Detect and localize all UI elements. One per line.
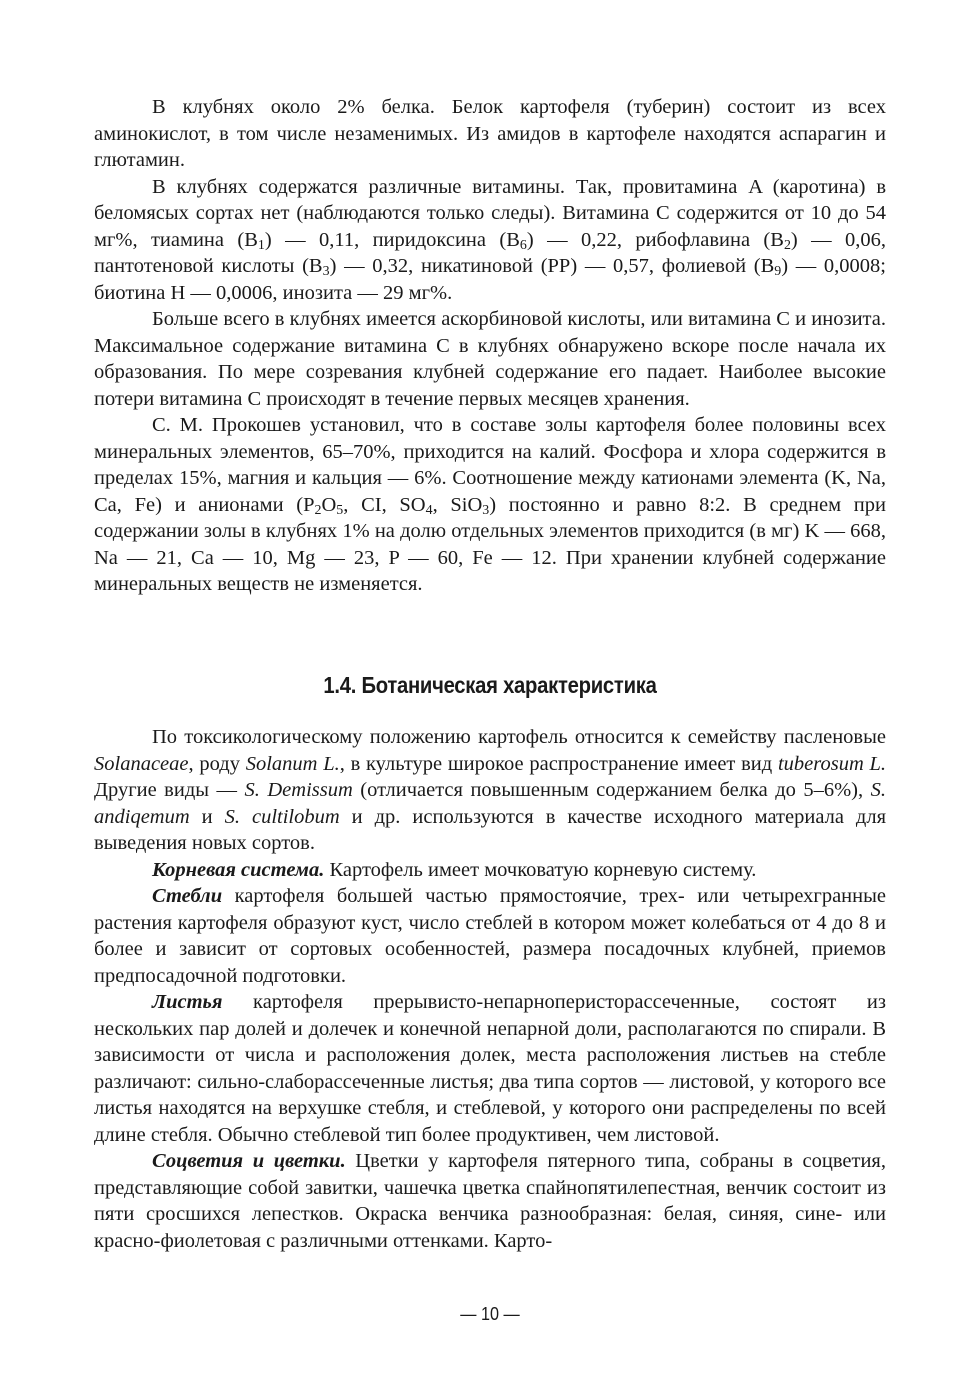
- paragraph-leaves: Листья картофеля прерывисто-непарноперисторассеченные, состоят из нескольких пар долей и долечек и конечной непарной доли, располагаются по спирали. В зависимости от числа и расположения долек, места расположения листьев на стебле различают: сильно-слаборассеченные листья; два типа сортов — листовой, у которого все листья находятся на верхушке стебля, и стеблевой, у которого они распределены по всей длине стебля. Обычно стеблевой тип более продуктивен, чем листовой.: [94, 991, 886, 1146]
- paragraph-protein: В клубнях около 2% белка. Белок картофеля (туберин) состоит из всех аминокислот, в том числе незаменимых. Из амидов в картофеле находятся аспарагин и глютамин.: [94, 96, 886, 171]
- term-root-system: Корневая система.: [152, 858, 325, 881]
- page-number: — 10 —: [460, 1304, 520, 1324]
- paragraph-minerals: С. М. Прокошев установил, что в составе золы картофеля более половины всех минеральных элементов, 65–70%, приходится на калий. Фосфора и хлора содержится в пределах 15%, магния и кальция — 6%. Соотношение между катионами элемента (K, Na, Ca, Fe) и анионами ($P_2O_5$, CI, $SO_4$, SiO$_3$) постоянно и равно 8:2. В среднем при содержании золы в клубнях 1% на долю отдельных элементов приходится (в мг) K — 668, Na — 21, Ca — 10, Mg — 23, P — 60, Fe — 12. При хранении клубней содержание минеральных веществ не изменяется.: [94, 414, 886, 595]
- paragraph-flowers: Соцветия и цветки. Цветки у картофеля пятерного типа, собраны в соцветия, представляющие собой завитки, чашечка цветка спайнопятилепестная, венчик состоит из пяти сросшихся лепестков. Окраска венчика разнообразная: белая, синяя, сине- или красно-фиолетовая с различными оттенками. Карто-: [94, 1150, 886, 1252]
- term-stems: Стебли: [152, 885, 223, 907]
- section-heading: 1.4. Ботаническая характеристика: [323, 672, 657, 698]
- body-text-top: [94, 94, 886, 598]
- paragraph-root-system: Корневая система. Картофель имеет мочковатую корневую систему.: [152, 858, 757, 881]
- paragraph-vitamins: В клубнях содержатся различные витамины. Так, провитамина A (каротина) в беломясых сортах нет (наблюдаются только следы). Витамина C содержится от 10 до 54 мг%, тиамина $(B_1)$ — 0,11, пиридоксина $(B_6)$ — 0,22, рибофлавина $(B_2)$ — 0,06, пантотеновой кислоты $(B_3)$ — 0,32, никатиновой (PP) — 0,57, фолиевой $(B_9)$ — 0,0008; биотина H — 0,0006, инозита — 29 мг%.: [94, 175, 886, 304]
- body-text-bottom: [94, 724, 886, 1254]
- paragraph-taxonomy: По токсикологическому положению картофель относится к семейству пасленовые Solanaceae, роду Solanum L., в культуре широкое распространение имеет вид tuberosum L. Другие виды — S. Demissum (отличается повышенным содержанием белка до 5–6%), S. andiqemum и S. cultilobum и др. используются в качестве исходного материала для выведения новых сортов.: [94, 726, 887, 854]
- term-flowers: Соцветия и цветки.: [152, 1150, 346, 1172]
- term-leaves: Листья: [152, 991, 223, 1013]
- paragraph-ascorbic-acid: Больше всего в клубнях имеется аскорбиновой кислоты, или витамина C и инозита. Максимальное содержание витамина C в клубнях обнаружено вскоре после начала их образования. По мере созревания клубней содержание его падает. Наиболее высокие потери витамина C происходят в течение первых месяцев хранения.: [94, 308, 886, 410]
- paragraph-stems: Стебли картофеля большей частью прямостоячие, трех- или четырехгранные растения картофеля образуют куст, число стеблей в котором может колебаться от 4 до 8 и более и зависит от сортовых особенностей, размера посадочных клубней, приемов предпосадочной подготовки.: [94, 885, 886, 987]
